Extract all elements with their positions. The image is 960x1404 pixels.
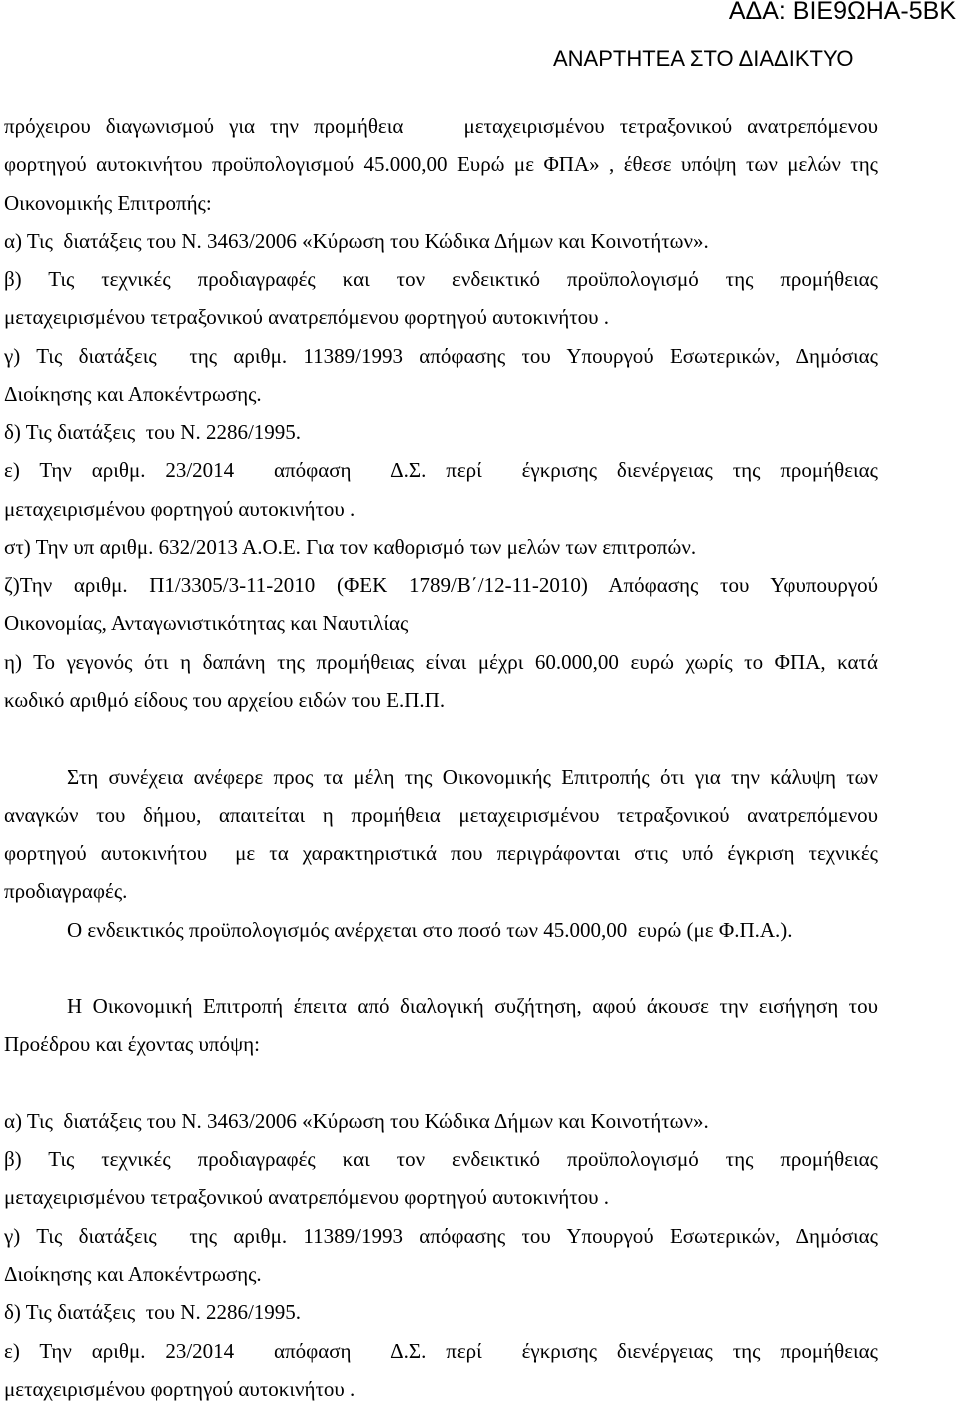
text-line: Προέδρου και έχοντας υπόψη: xyxy=(4,1032,260,1057)
text-line: μεταχειρισμένου τετραξονικού ανατρεπόμενου φορτηγού αυτοκινήτου . xyxy=(4,1185,610,1210)
text-line: στ) Την υπ αριθμ. 632/2013 Α.Ο.Ε. Για τον καθορισμό των μελών των επιτροπών. xyxy=(4,534,697,559)
posting-notice: ΑΝΑΡΤΗΤΕΑ ΣΤΟ ΔΙΑΔΙΚΤΥΟ xyxy=(553,46,854,71)
text-line: η) Το γεγονός ότι η δαπάνη της προμήθειας είναι μέχρι 60.000,00 ευρώ χωρίς το ΦΠΑ, κατά xyxy=(4,649,878,674)
proposal-paragraph xyxy=(4,758,878,911)
text-line: κωδικό αριθμό είδους του αρχείου ειδών του Ε.Π.Π. xyxy=(4,687,446,712)
text-line: πρόχειρου διαγωνισμού για την προμήθεια μεταχειρισμένου τετραξονικού ανατρεπόμενου xyxy=(4,114,878,138)
opening-paragraph xyxy=(4,107,878,222)
text-line: μεταχειρισμένου φορτηγού αυτοκινήτου . xyxy=(4,1376,356,1401)
document-body xyxy=(4,107,878,1404)
text-line: φορτηγού αυτοκινήτου με τα χαρακτηριστικά που περιγράφονται στις υπό έγκριση τεχνικές xyxy=(4,841,878,866)
list-item-e xyxy=(4,1332,878,1404)
list-item-d xyxy=(4,413,878,451)
list-item-b xyxy=(4,260,878,337)
blank-line xyxy=(4,719,878,757)
text-line: μεταχειρισμένου τετραξονικού ανατρεπόμενου φορτηγού αυτοκινήτου . xyxy=(4,305,610,330)
text-line: Η Οικονομική Επιτροπή έπειτα από διαλογική συζήτηση, αφού άκουσε την εισήγηση του xyxy=(67,994,878,1019)
list-item-d xyxy=(4,1293,878,1331)
text-line: αναγκών του δήμου, απαιτείται η προμήθεια μεταχειρισμένου τετραξονικού ανατρεπόμενου xyxy=(4,802,878,827)
text-line: α) Τις διατάξεις του Ν. 3463/2006 «Κύρωση του Κώδικα Δήμων και Κοινοτήτων». xyxy=(4,1108,709,1133)
list-item-st xyxy=(4,528,878,566)
text-line: Διοίκησης και Αποκέντρωσης. xyxy=(4,1261,262,1286)
text-line: Διοίκησης και Αποκέντρωσης. xyxy=(4,381,262,406)
text-line: Οικονομίας, Ανταγωνιστικότητας και Ναυτιλίας xyxy=(4,611,409,636)
text-line: β) Τις τεχνικές προδιαγραφές και τον ενδεικτικό προϋπολογισμό της προμήθειας xyxy=(4,267,878,292)
budget-paragraph xyxy=(4,911,878,949)
list-item-a xyxy=(4,1102,878,1140)
blank-line xyxy=(4,949,878,987)
list-item-e xyxy=(4,451,878,528)
rapporteur-considerations-list xyxy=(4,222,878,719)
text-line: β) Τις τεχνικές προδιαγραφές και τον ενδεικτικό προϋπολογισμό της προμήθειας xyxy=(4,1147,878,1172)
list-item-a xyxy=(4,222,878,260)
text-line: γ) Τις διατάξεις της αριθμ. 11389/1993 απόφασης του Υπουργού Εσωτερικών, Δημόσιας xyxy=(4,343,878,368)
text-line: μεταχειρισμένου φορτηγού αυτοκινήτου . xyxy=(4,496,356,521)
committee-paragraph xyxy=(4,987,878,1064)
text-line: δ) Τις διατάξεις του Ν. 2286/1995. xyxy=(4,420,302,445)
ada-code: ΑΔΑ: ΒΙΕ9ΩΗΑ-5ΒΚ xyxy=(728,0,956,25)
blank-line xyxy=(4,1064,878,1102)
text-line: α) Τις διατάξεις του Ν. 3463/2006 «Κύρωση του Κώδικα Δήμων και Κοινοτήτων». xyxy=(4,228,709,253)
text-line: δ) Τις διατάξεις του Ν. 2286/1995. xyxy=(4,1300,302,1325)
text-line: ζ)Την αριθμ. Π1/3305/3-11-2010 (ΦΕΚ 1789/Β΄/12-11-2010) Απόφασης του Υφυπουργού xyxy=(4,573,878,598)
text-line: Στη συνέχεια ανέφερε προς τα μέλη της Οικονομικής Επιτροπής ότι για την κάλυψη των xyxy=(67,764,878,789)
list-item-h xyxy=(4,643,878,720)
text-line: φορτηγού αυτοκινήτου προϋπολογισμού 45.000,00 Ευρώ με ΦΠΑ» , έθεσε υπόψη των μελών της xyxy=(4,152,878,177)
text-line: γ) Τις διατάξεις της αριθμ. 11389/1993 απόφασης του Υπουργού Εσωτερικών, Δημόσιας xyxy=(4,1223,878,1248)
committee-considerations-list xyxy=(4,1102,878,1404)
list-item-c xyxy=(4,1217,878,1294)
text-line: Οικονομικής Επιτροπής: xyxy=(4,190,212,215)
list-item-z xyxy=(4,566,878,643)
text-line: προδιαγραφές. xyxy=(4,879,128,904)
list-item-c xyxy=(4,337,878,414)
list-item-b xyxy=(4,1140,878,1217)
text-line: ε) Την αριθμ. 23/2014 απόφαση Δ.Σ. περί έγκρισης διενέργειας της προμήθειας xyxy=(4,458,878,483)
text-line: Ο ενδεικτικός προϋπολογισμός ανέρχεται στο ποσό των 45.000,00 ευρώ (με Φ.Π.Α.). xyxy=(67,917,793,942)
text-line: ε) Την αριθμ. 23/2014 απόφαση Δ.Σ. περί έγκρισης διενέργειας της προμήθειας xyxy=(4,1338,878,1363)
